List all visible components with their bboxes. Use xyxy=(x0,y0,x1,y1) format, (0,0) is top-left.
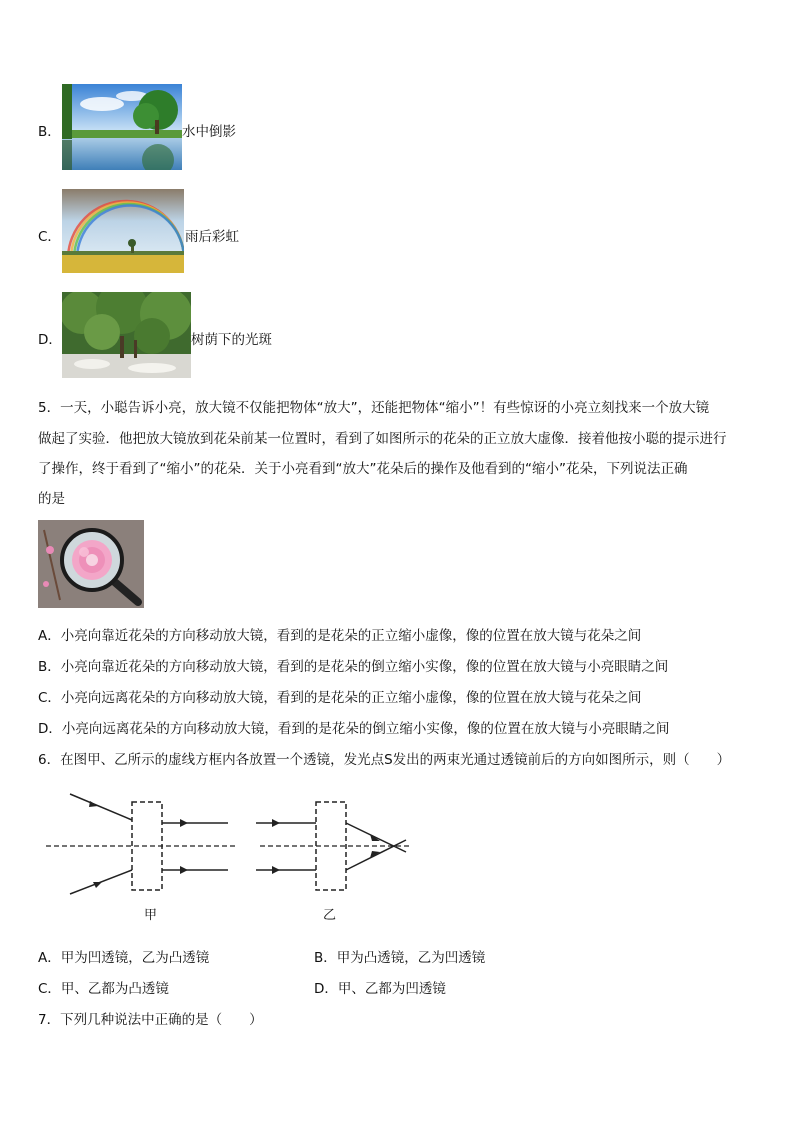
figure-label-jia: 甲 xyxy=(144,908,158,923)
q6-option-a: A．甲为凹透镜，乙为凸透镜 xyxy=(38,950,210,966)
option-letter: D． xyxy=(38,332,62,348)
option-letter: B． xyxy=(38,124,61,140)
q5-option-c: C．小亮向远离花朵的方向移动放大镜，看到的是花朵的正立缩小虚像，像的位置在放大镜与花朵之间 xyxy=(38,690,642,706)
q5-stem-line-4: 的是 xyxy=(38,491,65,507)
q5-option-d: D．小亮向远离花朵的方向移动放大镜，看到的是花朵的倒立缩小实像，像的位置在放大镜与小亮眼睛之间 xyxy=(38,721,670,737)
figure-label-yi: 乙 xyxy=(323,908,337,923)
q6-option-c: C．甲、乙都为凸透镜 xyxy=(38,981,169,997)
option-letter: C． xyxy=(38,229,61,245)
tree-shade-photo-icon xyxy=(62,292,191,378)
q6-option-b: B．甲为凸透镜，乙为凹透镜 xyxy=(314,950,486,966)
tree-reflection-photo-icon xyxy=(62,84,182,170)
q6-option-d: D．甲、乙都为凹透镜 xyxy=(314,981,446,997)
figure-yi xyxy=(256,802,410,890)
lens-diagram xyxy=(40,786,420,926)
q7-stem: 7．下列几种说法中正确的是（ ） xyxy=(38,1012,263,1028)
q5-stem-line-3: 了操作，终于看到了“缩小”的花朵．关于小亮看到“放大”花朵后的操作及他看到的“缩小”花朵，下列说法正确 xyxy=(38,461,688,477)
q6-stem: 6．在图甲、乙所示的虚线方框内各放置一个透镜，发光点S发出的两束光通过透镜前后的方向如图所示，则（ ） xyxy=(38,752,731,768)
option-caption: 树荫下的光斑 xyxy=(191,332,272,348)
option-caption: 雨后彩虹 xyxy=(185,229,239,245)
q5-option-a: A．小亮向靠近花朵的方向移动放大镜，看到的是花朵的正立缩小虚像，像的位置在放大镜与花朵之间 xyxy=(38,628,642,644)
q5-stem-line-1: 5．一天，小聪告诉小亮，放大镜不仅能把物体“放大”，还能把物体“缩小”！有些惊讶的小亮立刻找来一个放大镜 xyxy=(38,400,710,416)
q5-stem-line-2: 做起了实验．他把放大镜放到花朵前某一位置时，看到了如图所示的花朵的正立放大虚像．接着他按小聪的提示进行 xyxy=(38,431,727,447)
figure-jia xyxy=(46,794,236,894)
q5-option-b: B．小亮向靠近花朵的方向移动放大镜，看到的是花朵的倒立缩小实像，像的位置在放大镜与小亮眼睛之间 xyxy=(38,659,669,675)
magnifier-flower-photo-icon xyxy=(38,520,144,608)
rainbow-photo-icon xyxy=(62,189,184,273)
option-caption: 水中倒影 xyxy=(182,124,236,140)
